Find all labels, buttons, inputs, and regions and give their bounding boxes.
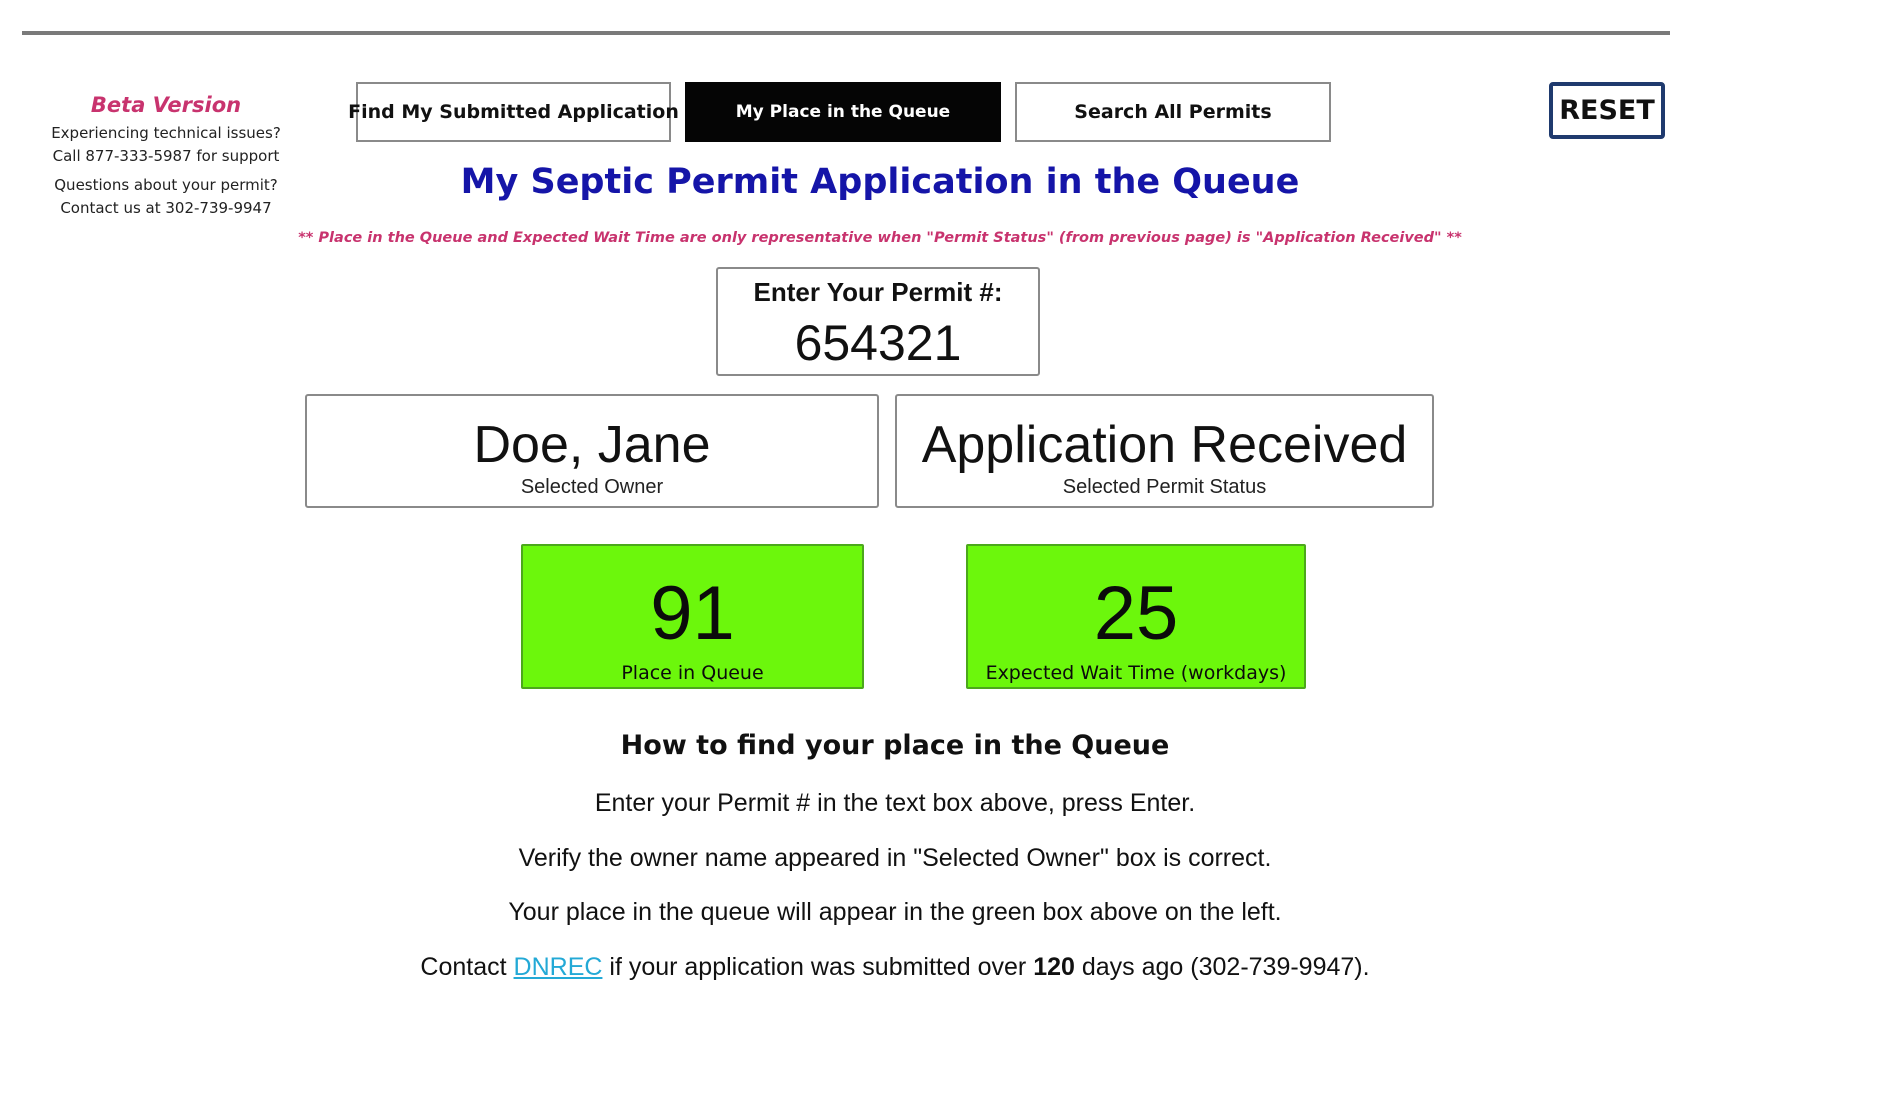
beta-version-label: Beta Version [90,93,242,117]
top-divider [22,31,1670,35]
selected-permit-status-card [895,394,1434,508]
support-info-panel [20,92,312,220]
queue-disclaimer-note: ** Place in the Queue and Expected Wait Time are only representative when "Permit Status" (from previous page) is "Application Received" ** [298,230,1462,246]
page-title: My Septic Permit Application in the Queue [460,162,1300,202]
howto-heading: How to find your place in the Queue [620,730,1170,761]
contact-middle-text: if your application was submitted over [602,953,1034,981]
permit-entry-box [716,267,1040,376]
expected-wait-time-label: Expected Wait Time (workdays) [985,662,1287,684]
permit-number-input[interactable] [733,314,1023,372]
place-in-queue-label: Place in Queue [621,662,764,684]
tab-find-submitted-application[interactable]: Find My Submitted Application [356,82,671,142]
reset-button[interactable]: RESET [1549,82,1665,139]
support-phone-text: Call 877-333-5987 for support [52,147,280,165]
days-threshold-value: 120 [1033,953,1075,981]
howto-step-view-place: Your place in the queue will appear in the green box above on the left. [508,898,1282,926]
tab-search-all-permits[interactable]: Search All Permits [1015,82,1331,142]
place-in-queue-card [521,544,864,689]
selected-permit-status-label: Selected Permit Status [1062,476,1267,498]
permit-contact-text: Contact us at 302-739-9947 [60,199,272,217]
howto-step-contact [300,953,1490,982]
howto-step-verify-owner: Verify the owner name appeared in "Selected Owner" box is correct. [518,844,1272,872]
howto-step-enter-permit: Enter your Permit # in the text box above, press Enter. [594,789,1196,817]
tab-my-place-in-queue[interactable]: My Place in the Queue [685,82,1001,142]
support-issues-text: Experiencing technical issues? [51,124,281,142]
permit-questions-text: Questions about your permit? [54,176,278,194]
selected-owner-card [305,394,879,508]
expected-wait-time-value: 25 [1093,571,1179,656]
expected-wait-time-card [966,544,1306,689]
selected-owner-value: Doe, Jane [473,416,711,474]
selected-owner-label: Selected Owner [520,476,664,498]
place-in-queue-value: 91 [650,571,735,656]
contact-prefix-text: Contact [420,953,514,981]
permit-number-label: Enter Your Permit #: [753,277,1003,307]
dnrec-link[interactable]: DNREC [513,953,603,981]
contact-suffix-text: days ago (302-739-9947). [1074,953,1370,981]
selected-permit-status-value: Application Received [921,416,1408,474]
